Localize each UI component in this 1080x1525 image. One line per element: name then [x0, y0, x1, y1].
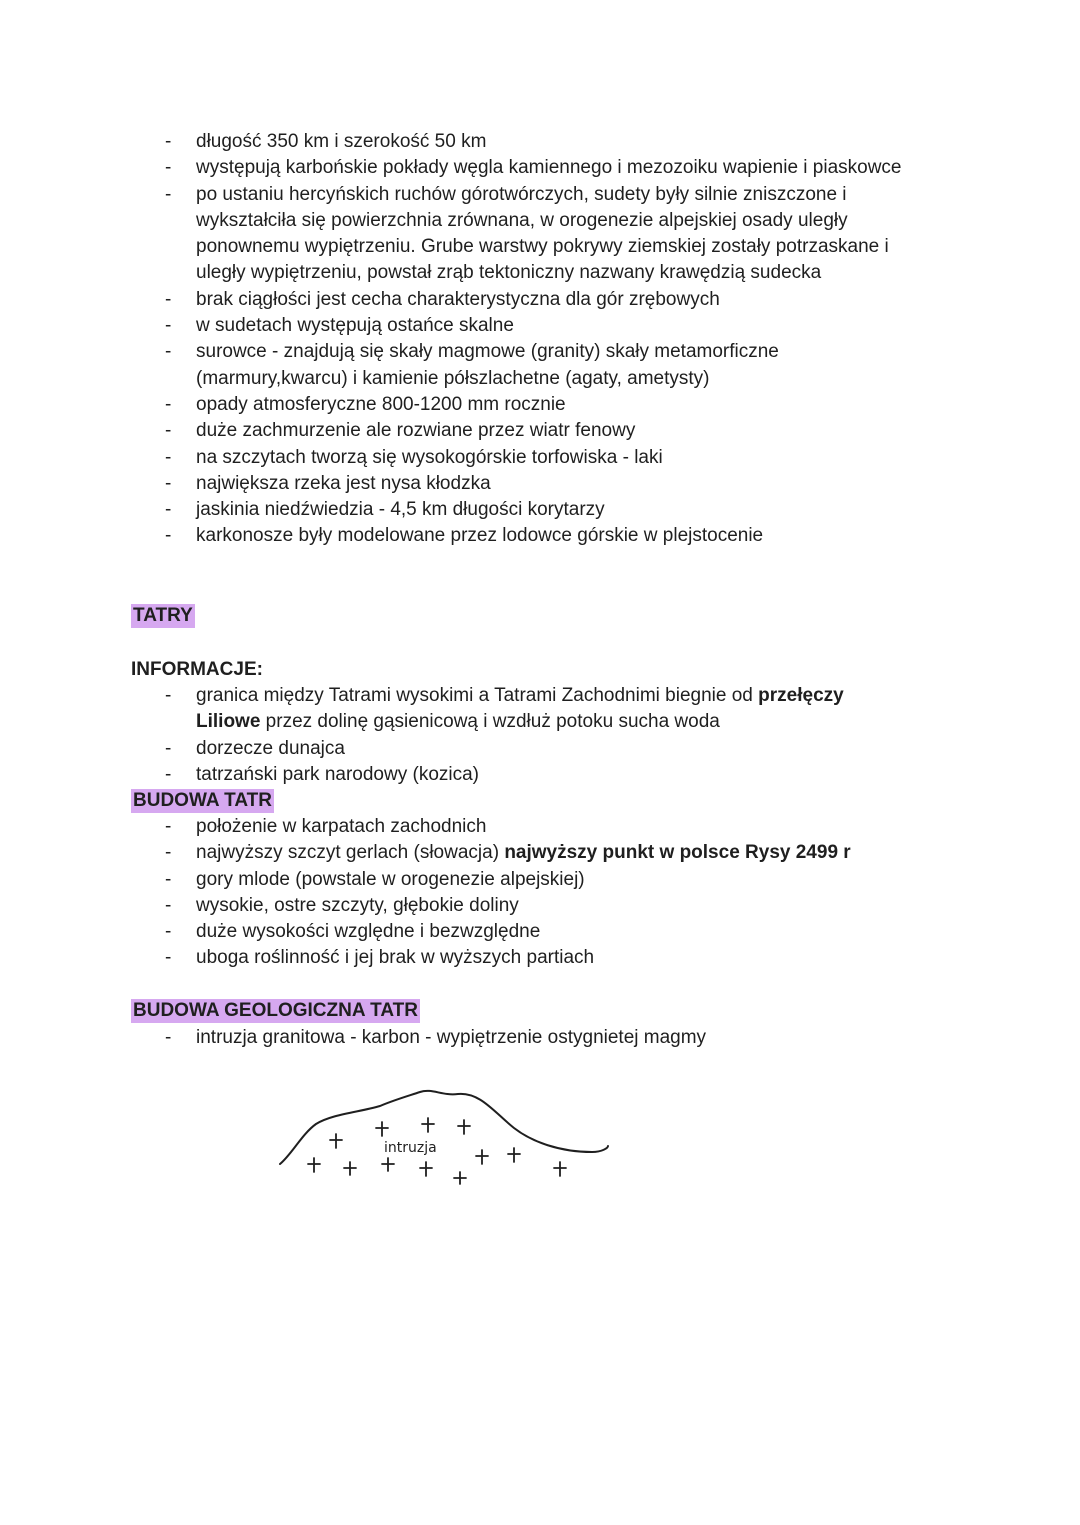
list-item: - położenie w karpatach zachodnich	[0, 814, 956, 840]
list-item: - po ustaniu hercyńskich ruchów górotwórczych, sudety były silnie zniszczone i wykształciła się powierzchnia zrównana, w orogenezie alpejskiej osady uległy ponownemu wypiętrzeniu. Grube warstwy pokrywy ziemskiej zostały potrzaskane i uległy wypiętrzeniu, powstał zrąb tektoniczny nazwany krawędzią sudecka	[0, 182, 936, 287]
granite-crosses	[308, 1118, 566, 1184]
list-item-text: przez dolinę gąsienicową i wzdłuż potoku sucha woda	[260, 711, 720, 733]
list-item: - tatrzański park narodowy (kozica)	[0, 762, 956, 788]
list-item-text: najwyższy szczyt gerlach (słowacja)	[196, 842, 505, 864]
list-item: - duże zachmurzenie ale rozwiane przez wiatr fenowy	[0, 418, 956, 444]
sudety-list	[0, 129, 1000, 550]
list-item: - gory mlode (powstale w orogenezie alpejskiej)	[0, 867, 956, 893]
list-item: - jaskinia niedźwiedzia - 4,5 km długości korytarzy	[0, 497, 956, 523]
list-item-bold: przełęczy Liliowe	[196, 685, 844, 733]
list-item: - surowce - znajdują się skały magmowe (granity) skały metamorficzne (marmury,kwarcu) i kamienie półszlachetne (agaty, ametysty)	[0, 339, 816, 392]
list-item: - dorzecze dunajca	[0, 736, 956, 762]
list-item: - opady atmosferyczne 800-1200 mm rocznie	[0, 392, 956, 418]
list-item: - uboga roślinność i jej brak w wyższych partiach	[0, 945, 956, 971]
budowa-list	[0, 814, 1000, 972]
list-item-text: granica między Tatrami wysokimi a Tatrami Zachodnimi biegnie od	[196, 685, 759, 706]
list-item-bold: najwyższy punkt w polsce Rysy 2499 r	[504, 842, 851, 864]
section-heading-geologiczna: BUDOWA GEOLOGICZNA TATR	[133, 1000, 418, 1021]
section-heading-tatry: TATRY	[133, 605, 193, 626]
list-item: - długość 350 km i szerokość 50 km	[0, 129, 956, 155]
list-item: - wysokie, ostre szczyty, głębokie doliny	[0, 893, 956, 919]
list-item: - w sudetach występują ostańce skalne	[0, 313, 956, 339]
list-item: - brak ciągłości jest cecha charakterystyczna dla gór zrębowych	[0, 287, 956, 313]
list-item	[0, 683, 886, 736]
list-item: - na szczytach tworzą się wysokogórskie torfowiska - laki	[0, 445, 956, 471]
list-item: - duże wysokości względne i bezwzględne	[0, 919, 956, 945]
list-item	[0, 840, 996, 866]
intrusion-sketch	[270, 1082, 620, 1192]
list-item: - największa rzeka jest nysa kłodzka	[0, 471, 956, 497]
informacje-heading: INFORMACJE:	[131, 659, 263, 680]
mountain-outline	[280, 1091, 608, 1164]
geologiczna-list	[0, 1025, 1000, 1051]
sketch-label: intruzja	[384, 1140, 437, 1156]
list-item: - intruzja granitowa - karbon - wypiętrzenie ostygnietej magmy	[0, 1025, 956, 1051]
informacje-list	[0, 683, 1000, 788]
list-item: - występują karbońskie pokłady węgla kamiennego i mezozoiku wapienie i piaskowce	[0, 155, 976, 181]
section-heading-budowa: BUDOWA TATR	[133, 790, 272, 811]
list-item: - karkonosze były modelowane przez lodowce górskie w plejstocenie	[0, 523, 956, 549]
